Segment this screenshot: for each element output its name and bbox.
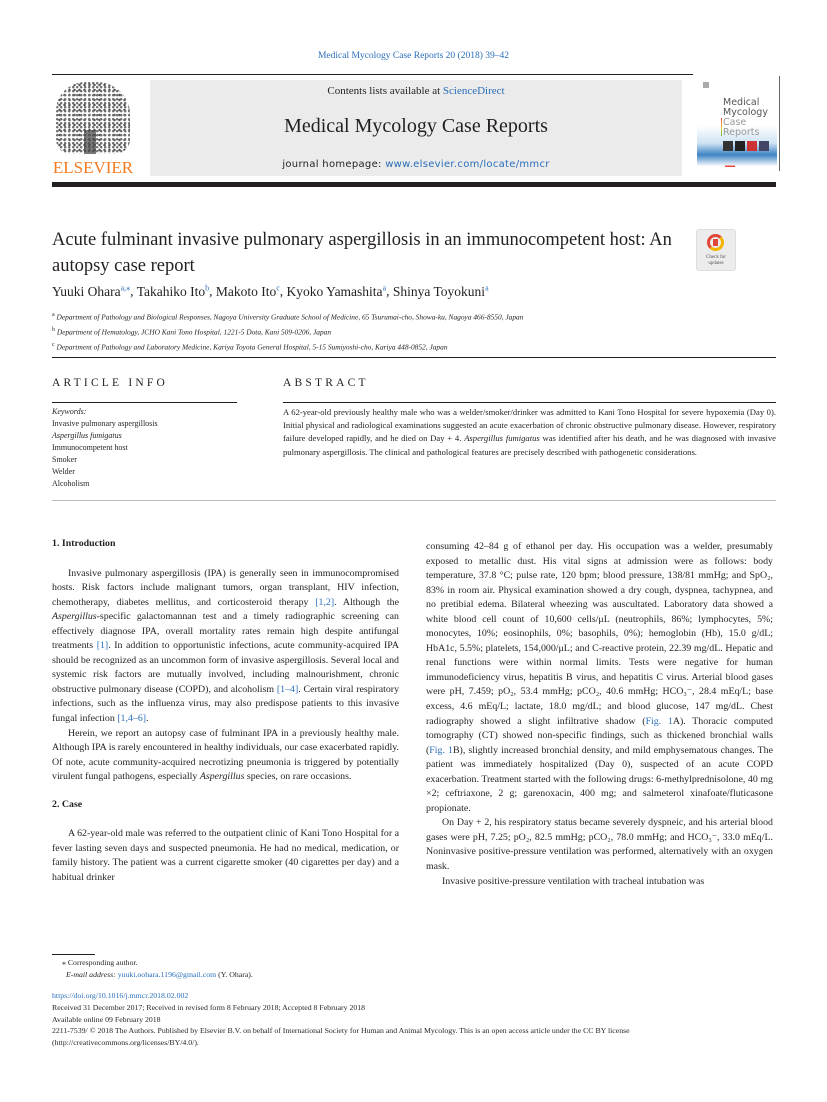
email-line — [62, 969, 253, 981]
text: consuming 42–84 g of ethanol per day. His occupation was a welder, presumably exposed to metallic dust. His vital signs at admission were as follows: body temperature, 37.8 °C; pulse rate, 120 bpm; blood pressure, 138/81 mmHg; and SpO₂, 83% in room air. Physical examination showed a dry cough, dyspnea, tachypnea, and no pretibial edema. Bilateral wheezing was auscultated. Laboratory data showed a white blood cell count of 10,600 cells/μL (neutrophils, 86%; lymphocytes, 5%; monocytes, 10%; eosinophils, 0%; basophils, 0%); hemoglobin (Hb), 15.0 g/dL; HbA1c, 5.5%; platelets, 154,000/μL; and C-reactive protein, 22.39 mg/dL. Hepatic and renal functions were within normal limits. Tests were negative for human immunodeficiency virus, hepatitis B virus, and hepatitis C virus. Arterial blood gases were pH, 7.459; pO₂, 53.4 mmHg; pCO₂, 40.6 mmHg; HCO₃⁻, 28.4 mEq/L; base excess, 4.6 mEq/L; lactate, 18.0 mg/dL; and blood glucose, 147 mg/dL. Chest radiography showed a slight infiltrative shadow ( — [426, 541, 773, 727]
text: . Certain viral respiratory infections, such as the influenza virus, may also predispose patients to this invasive fungal infection — [52, 683, 400, 725]
cover-title-line: Reports — [723, 127, 760, 138]
divider — [52, 74, 693, 75]
cover-title-line: Medical — [723, 97, 760, 108]
body-column-right — [426, 540, 773, 889]
affiliation-marker: c — [52, 341, 55, 348]
cover-image-icon — [747, 141, 757, 151]
journal-header — [150, 80, 682, 176]
divider — [283, 402, 776, 403]
separator: , — [130, 283, 137, 299]
author-affiliation-marker[interactable]: a — [485, 283, 489, 292]
cover-image-icon — [723, 141, 733, 151]
bookmark-icon — [713, 239, 718, 246]
author[interactable] — [137, 284, 209, 299]
author[interactable] — [216, 284, 280, 299]
cover-image-icon — [759, 141, 769, 151]
figure-link[interactable]: Fig. 1 — [429, 744, 453, 756]
text: species, on rare occasions. — [244, 771, 352, 783]
email-suffix: (Y. Ohara). — [216, 970, 253, 979]
divider — [52, 500, 776, 501]
keyword: Invasive pulmonary aspergillosis — [52, 419, 158, 428]
affiliation-text: Department of Pathology and Laboratory Medicine, Kariya Toyota General Hospital, 5-15 Sumiyoshi-cho, Kariya 448-0852, Japan — [56, 342, 448, 352]
cover-title — [723, 98, 768, 138]
check-for-updates-button[interactable] — [696, 229, 736, 271]
author-list — [52, 283, 489, 300]
author-name: Makoto Ito — [215, 283, 277, 299]
italic-text: Aspergillus — [52, 611, 97, 623]
separator: , — [279, 283, 287, 299]
author-affiliation-marker[interactable]: b — [205, 283, 210, 292]
author-affiliation-marker[interactable]: a,⁎ — [120, 283, 131, 292]
text: . In addition to opportunistic infections, acute community-acquired IPA should be recognized as an uncommon form of invasive aspergillosis. Several local and systemic risk factors are mutually involved, including malnourishment, chronic obstructive pulmonary disease (COPD), and alcoholism — [52, 640, 399, 695]
paragraph — [52, 727, 399, 785]
text: -specific galactomannan test and a timely radiographic screening can effectively diagnose IPA, overall mortality rates remain high despite antifungal treatments — [52, 611, 399, 652]
cover-image-icon — [735, 141, 745, 151]
keywords-list — [52, 406, 158, 490]
publication-info — [52, 990, 776, 1049]
journal-title: Medical Mycology Case Reports — [284, 115, 548, 137]
section-heading-case: 2. Case — [52, 798, 83, 810]
reference-link[interactable]: [1] — [96, 640, 109, 652]
author-name: Shinya Toyokuni — [392, 283, 486, 299]
abstract-segment: A 62-year-old previously healthy male who was a welder/smoker/drinker was admitted to Kani Tono Hospital for severe hypoxemia (Day 0). Initial physical and radiological examinations suggested an acute exacerbation of chronic obstructive pulmonary disease. However, respiratory failure developed rapidly, and he died on Day + 4. — [283, 407, 776, 444]
author-affiliation-marker[interactable]: c — [276, 283, 280, 292]
keyword: Smoker — [52, 455, 77, 464]
journal-citation[interactable]: Medical Mycology Case Reports 20 (2018) 39–42 — [317, 51, 510, 61]
abstract-segment: was identified after his death, and he was diagnosed with invasive pulmonary aspergillosis. The clinical and pathological features are precisely described with pathogenetic considerations. — [283, 433, 776, 457]
footnotes — [62, 957, 253, 981]
email-link[interactable]: yuuki.oohara.1196@gmail.com — [117, 970, 217, 979]
divider — [52, 402, 237, 403]
paragraph — [426, 540, 773, 816]
body-column-left — [52, 537, 399, 885]
keyword: Immunocompetent host — [52, 443, 128, 452]
affiliation-marker: b — [52, 326, 55, 333]
keyword: Alcoholism — [52, 479, 90, 488]
received-dates: Received 31 December 2017; Received in revised form 8 February 2018; Accepted 8 February 2018 — [52, 1002, 366, 1012]
contents-line — [150, 85, 682, 97]
text: Invasive pulmonary aspergillosis (IPA) is generally seen in immunocompromised hosts. Risk factors include malignant tumors, organ transplant, HIV infection, chemotherapy, diabetes mellitus, and corticosteroid therapy — [52, 567, 399, 608]
available-online: Available online 09 February 2018 — [52, 1014, 161, 1024]
elsevier-logo[interactable] — [52, 80, 134, 176]
section-heading-introduction: 1. Introduction — [52, 538, 116, 549]
affiliation-text: Department of Hematology, JCHO Kani Tono Hospital, 1221-5 Dota, Kani 509-0206, Japan — [56, 327, 332, 337]
license-text: 2211-7539/ © 2018 The Authors. Published by Elsevier B.V. on behalf of International Society for Human and Animal Mycology. This is an open access article under the CC BY license (http://creativecommons.org/licenses/BY/4.0/). — [52, 1026, 630, 1048]
article-info-heading: ARTICLE INFO — [52, 377, 168, 389]
author-affiliation-marker[interactable]: a — [382, 283, 387, 292]
sciencedirect-link[interactable]: ScienceDirect — [442, 85, 505, 97]
text: . Although the — [334, 596, 399, 608]
author[interactable] — [393, 284, 489, 299]
check-for-updates-label — [697, 255, 735, 267]
email-label: E-mail address: — [66, 970, 118, 979]
cover-images — [723, 141, 769, 151]
abstract-text — [283, 406, 776, 459]
paragraph: Invasive positive-pressure ventilation with tracheal intubation was — [442, 875, 705, 887]
affiliation — [52, 339, 523, 354]
homepage-prefix: journal homepage: — [282, 159, 386, 170]
article-title: Acute fulminant invasive pulmonary aspergillosis in an immunocompetent host: An autopsy case report — [52, 230, 672, 276]
text: B), slightly increased bronchial density, and mild emphysematous changes. The patient was immediately hospitalized (Day 0), suspected of an acute COPD exacerbation. Treatment started with the following drugs: 6-methylprednisolone, 40 mg ×2; ceftriaxone, 2 g; garenoxacin, 400 mg; and salmeterol xinafoate/fluticasone propionate. — [426, 744, 773, 814]
separator: , — [386, 283, 393, 299]
homepage-line — [150, 159, 682, 170]
text: . — [146, 713, 149, 725]
affiliations — [52, 309, 523, 354]
paragraph — [52, 567, 399, 727]
divider — [52, 357, 776, 358]
paragraph: On Day + 2, his respiratory status became severely dyspneic, and his arterial blood gases were pH, 7.25; pO₂, 82.5 mmHg; pCO₂, 78.0 mmHg; and HCO₃⁻, 33.0 mEq/L. Noninvasive positive-pressure ventilation was performed, alternatively with an oxygen mask. — [426, 817, 773, 873]
abstract-italic: Aspergillus fumigatus — [464, 433, 540, 444]
corresponding-author-note: ⁎ Corresponding author. — [62, 958, 138, 967]
cover-logo-icon — [703, 82, 709, 88]
reference-link[interactable]: [1,4–6] — [117, 713, 147, 725]
affiliation — [52, 309, 523, 324]
check-label-line: Check for — [706, 255, 726, 260]
affiliation-text: Department of Pathology and Biological Responses, Nagoya University Graduate School of Medicine, 65 Tsurumai-cho, Showa-ku, Nagoya 466-8550, Japan — [56, 312, 524, 322]
italic-text: Aspergillus — [199, 771, 245, 783]
doi-link[interactable]: https://doi.org/10.1016/j.mmcr.2018.02.002 — [52, 991, 189, 1000]
abstract-heading: ABSTRACT — [283, 377, 369, 389]
text: A). Thoracic computed tomography (CT) showed non-specific findings, such as thickened bronchial walls ( — [426, 715, 773, 756]
check-label-line: updates — [708, 261, 724, 266]
paragraph: A 62-year-old male was referred to the outpatient clinic of Kani Tono Hospital for a fever lasting seven days and suspected pneumonia. He had no medical, medication, or family history. The patient was a current cigarette smoker (40 cigarettes per day) and a habitual drinker — [52, 828, 399, 883]
affiliation — [52, 324, 523, 339]
author[interactable] — [287, 284, 387, 299]
text: Herein, we report an autopsy case of fulminant IPA in a previously healthy male. Although IPA is rarely encountered in healthy individuals, our case exacerbated rapidly. Of note, acute community-acquired necrotizing pneumonia is triggered by potentially virulent fungal pathogens, especially — [52, 727, 399, 783]
author-name: Kyoko Yamashita — [286, 283, 383, 299]
keywords-label: Keywords: — [52, 407, 87, 416]
cover-title-line: Mycology — [723, 107, 768, 118]
separator: , — [209, 283, 216, 299]
contents-prefix: Contents lists available at — [327, 85, 443, 97]
author-name: Takahiko Ito — [136, 283, 206, 299]
keyword: Welder — [52, 467, 75, 476]
author[interactable] — [52, 284, 130, 299]
cover-publisher: ▬▬ — [725, 164, 735, 169]
journal-cover-thumbnail[interactable] — [697, 78, 777, 174]
footnote-divider — [52, 954, 95, 955]
affiliation-marker: a — [52, 312, 55, 318]
author-name: Yuuki Ohara — [52, 283, 121, 299]
keyword: Aspergillus fumigatus — [52, 431, 122, 440]
elsevier-wordmark: ELSEVIER — [52, 158, 134, 177]
cover-color-bar — [721, 118, 722, 136]
reference-link[interactable]: [1–4] — [276, 683, 299, 695]
cover-title-line: Case — [723, 117, 747, 128]
tree-trunk-icon — [84, 130, 96, 154]
homepage-link[interactable]: www.elsevier.com/locate/mmcr — [385, 159, 550, 170]
figure-link[interactable]: Fig. 1 — [645, 715, 673, 727]
divider — [779, 76, 780, 171]
reference-link[interactable]: [1,2] — [315, 596, 335, 608]
header-divider — [52, 182, 776, 187]
